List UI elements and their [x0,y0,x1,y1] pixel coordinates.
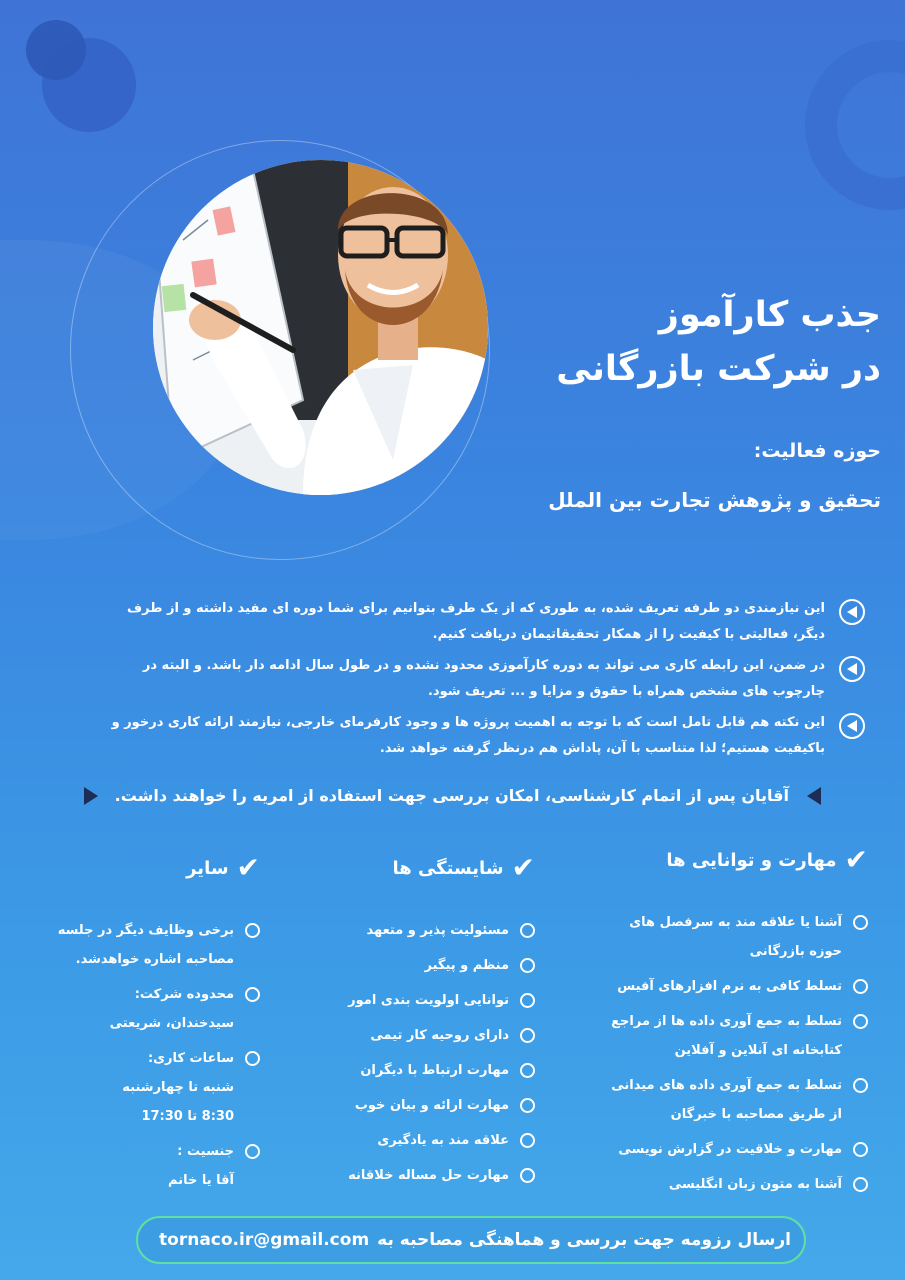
competencies-heading [320,851,535,884]
gender-label: جنسیت : [177,1144,234,1159]
list-item [320,1126,535,1155]
skills-title: مهارت و توانایی ها [666,849,837,871]
circle-bullet-icon [853,1142,868,1157]
activity-field-value: تحقیق و پژوهش تجارت بین الملل [548,488,881,512]
list-item [320,916,535,945]
checkmark-icon: ✔ [236,851,260,884]
list-item-text: مسئولیت پذیر و متعهد [366,923,509,938]
checkmark-icon: ✔ [511,851,535,884]
list-item [598,1170,868,1199]
decorative-circle [26,20,86,80]
circle-bullet-icon [245,923,260,938]
list-item [598,1071,868,1129]
list-item-text [110,980,234,1038]
intro-text: در ضمن، این رابطه کاری می تواند به دوره کارآموزی محدود نشده و در طول سال ادامه دار باشد. و البته در چارچوب های مشخص همراه با حقوق و مزایا و ... تعریف شود. [142,658,825,699]
skills-column [598,843,868,1205]
list-item [320,986,535,1015]
list-item-text: مهارت و خلاقیت در گزارش نویسی [618,1142,842,1157]
page-title [501,288,881,396]
title-line-1: جذب کارآموز [658,295,881,335]
list-item-text: تسلط کافی به نرم افزارهای آفیس [617,979,842,994]
intro-text: این نیازمندی دو طرفه تعریف شده، به طوری که از یک طرف بتوانیم برای شما دوره ای مفید داشته و از طرف دیگر، فعالیتی با کیفیت را از همکار تحقیقاتیمان دریافت کنیم. [127,601,825,642]
list-item-text: آشنا یا علاقه مند به سرفصل های حوزه بازرگانی [629,915,842,959]
working-days-value: شنبه تا چهارشنبه [122,1080,234,1095]
circle-bullet-icon [853,1014,868,1029]
resume-submission-banner [136,1216,806,1264]
competencies-title: شایستگی ها [392,857,504,879]
circle-bullet-icon [520,1028,535,1043]
list-item [598,1135,868,1164]
skills-heading [598,843,868,876]
circle-bullet-icon [245,987,260,1002]
list-item-text: مهارت ارتباط با دیگران [360,1063,509,1078]
list-item-text: توانایی اولویت بندی امور [348,993,509,1008]
intro-item [92,653,865,705]
intro-text: این نکته هم قابل تامل است که با توجه به اهمیت پروژه ها و وجود کارفرمای خارجی، نیازمند ارائه کاری درخور و باکیفیت هستیم؛ لذا متناسب با آن، پاداش هم درنظر گرفته خواهد شد. [111,715,825,756]
circle-bullet-icon [853,1078,868,1093]
circle-bullet-icon [520,923,535,938]
checkmark-icon: ✔ [844,843,868,876]
list-item [320,1091,535,1120]
man-at-whiteboard-illustration [153,160,488,495]
list-item [320,1056,535,1085]
triangle-right-icon [84,787,98,805]
play-left-circle-icon [839,599,865,625]
working-hours-label: ساعات کاری: [147,1051,234,1066]
circle-bullet-icon [520,1133,535,1148]
working-hours-value: 8:30 تا 17:30 [141,1109,234,1124]
list-item [40,1044,260,1131]
list-item [320,1161,535,1190]
list-item-text: برخی وظایف دیگر در جلسه مصاحبه اشاره خواهدشد. [57,923,234,967]
list-item [598,908,868,966]
list-item [320,1021,535,1050]
cta-text: ارسال رزومه جهت بررسی و هماهنگی مصاحبه به [377,1230,791,1250]
note-text: آقایان پس از اتمام کارشناسی، امکان بررسی جهت استفاده از امریه را خواهند داشت. [114,786,789,805]
circle-bullet-icon [853,1177,868,1192]
list-item [40,980,260,1038]
circle-bullet-icon [520,993,535,1008]
list-item-text: مهارت حل مساله خلاقانه [348,1168,509,1183]
other-heading [40,851,260,884]
circle-bullet-icon [520,958,535,973]
list-item [598,1007,868,1065]
play-left-circle-icon [839,713,865,739]
list-item-text: مهارت ارائه و بیان خوب [354,1098,509,1113]
circle-bullet-icon [520,1098,535,1113]
competencies-column [320,851,535,1196]
list-item-text [122,1044,234,1131]
company-area-label: محدوده شرکت: [134,987,234,1002]
list-item [598,972,868,1001]
competencies-list [320,916,535,1190]
hero-photo [153,160,488,495]
circle-bullet-icon [520,1168,535,1183]
list-item [40,916,260,974]
circle-bullet-icon [245,1051,260,1066]
circle-bullet-icon [853,915,868,930]
decorative-ring [805,40,905,210]
circle-bullet-icon [245,1144,260,1159]
triangle-left-icon [807,787,821,805]
list-item-text [168,1137,234,1195]
other-title: سایر [186,857,229,879]
list-item [320,951,535,980]
list-item-text: منظم و پیگیر [424,958,509,973]
company-area-value: سیدخندان، شریعتی [109,1016,234,1031]
list-item-text: علاقه مند به یادگیری [377,1133,509,1148]
intro-list [92,596,865,767]
intro-item [92,596,865,648]
list-item-text: تسلط به جمع آوری داده ها از مراجع کتابخانه ای آنلاین و آفلاین [611,1014,842,1058]
title-line-2: در شرکت بازرگانی [556,349,881,389]
other-column [40,851,260,1201]
activity-field-label: حوزه فعالیت: [753,440,881,462]
contact-email-link[interactable]: tornaco.ir@gmail.com [159,1230,370,1250]
circle-bullet-icon [520,1063,535,1078]
play-left-circle-icon [839,656,865,682]
intro-item [92,710,865,762]
list-item [40,1137,260,1195]
military-service-note [84,786,821,805]
circle-bullet-icon [853,979,868,994]
gender-value: آقا یا خانم [168,1173,234,1188]
list-item-text: آشنا به متون زبان انگلیسی [668,1177,842,1192]
skills-list [598,908,868,1199]
list-item-text: تسلط به جمع آوری داده های میدانی از طریق مصاحبه با خبرگان [611,1078,842,1122]
other-list [40,916,260,1195]
list-item-text: دارای روحیه کار تیمی [370,1028,509,1043]
